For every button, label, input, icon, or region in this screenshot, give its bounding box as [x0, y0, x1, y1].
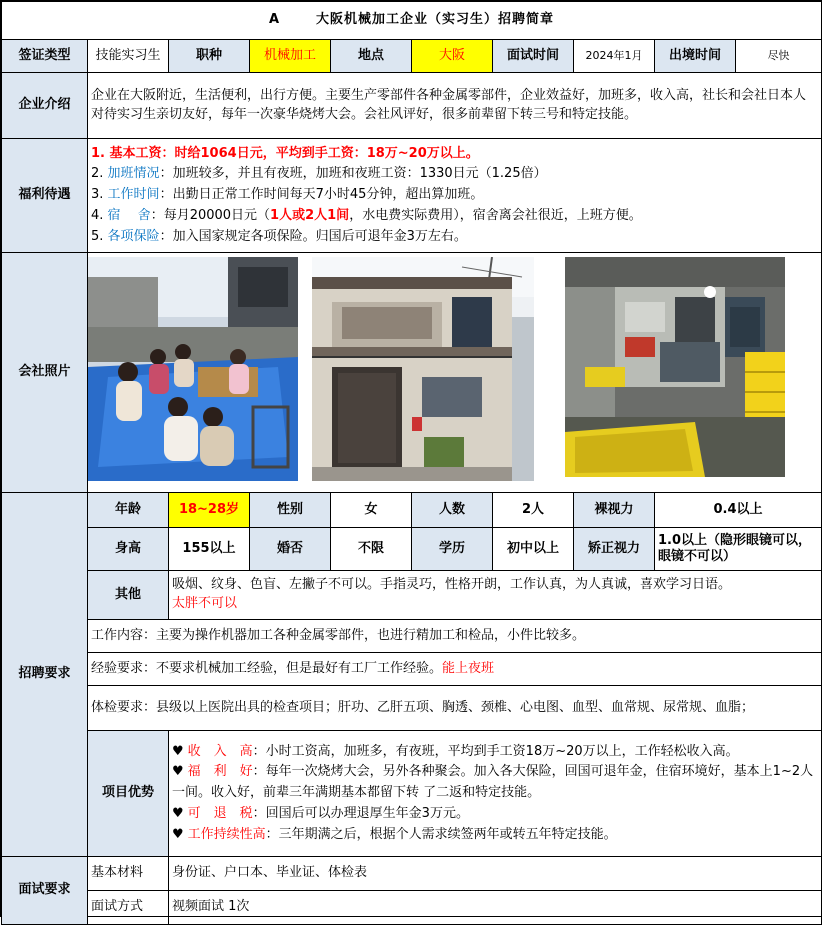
advantage-key: 福 利 好 — [187, 764, 253, 780]
company-photos-label: 会社照片 — [2, 253, 88, 493]
vision-label: 裸视力 — [574, 493, 655, 528]
work-content: 工作内容：主要为操作机器加工各种金属零部件，也进行精加工和检品，小件比较多。 — [88, 620, 822, 653]
method-value: 视频面试 1次 — [169, 891, 822, 925]
title-prefix: A — [268, 12, 281, 28]
welfare-key: 各项保险 — [107, 228, 160, 244]
advantage-welfare — [172, 762, 818, 804]
advantage-text: ：回国后可以办理退厚生年金3万元。 — [252, 805, 469, 821]
other-requirements — [169, 571, 822, 620]
welfare-label: 福利待遇 — [2, 139, 88, 253]
welfare-item-dorm — [91, 206, 818, 227]
welfare-value: ：每月20000日元（ — [150, 207, 271, 223]
age-value: 18~28岁 — [169, 493, 250, 528]
heart-icon: ♥ — [172, 805, 184, 821]
welfare-value: ：加班较多，并且有夜班，加班和夜班工资：1330日元（1.25倍） — [159, 166, 547, 182]
other-text: 吸烟、纹身、色盲、左撇子不可以。手指灵巧，性格开朗，工作认真，为人真诚，喜欢学习日语。 — [172, 577, 732, 593]
advantage-key: 工作持续性高 — [187, 826, 266, 842]
headcount-value: 2人 — [493, 493, 574, 528]
advantages-label: 项目优势 — [88, 731, 169, 857]
welfare-key: 宿 舍 — [107, 207, 151, 223]
vision-value: 0.4以上 — [655, 493, 822, 528]
night-shift-note: 能上夜班 — [442, 660, 495, 676]
marriage-value: 不限 — [331, 528, 412, 571]
education-label: 学历 — [412, 528, 493, 571]
interview-label: 面试要求 — [2, 857, 88, 925]
height-label: 身高 — [88, 528, 169, 571]
experience-requirement — [88, 653, 822, 686]
job-type-value: 机械加工 — [250, 40, 331, 73]
method-label: 面试方式 — [88, 891, 169, 925]
materials-label: 基本材料 — [88, 857, 169, 891]
visa-type-label: 签证类型 — [2, 40, 88, 73]
welfare-key: 加班情况 — [107, 166, 160, 182]
location-value: 大阪 — [412, 40, 493, 73]
recruit-label: 招聘要求 — [2, 493, 88, 857]
advantage-text: ：三年期满之后，根据个人需求续签两年或转五年特定技能。 — [265, 826, 617, 842]
corrected-vision-value: 1.0以上（隐形眼镜可以，眼镜不可以） — [655, 528, 822, 571]
departure-time-value: 尽快 — [736, 40, 822, 73]
marriage-label: 婚否 — [250, 528, 331, 571]
materials-value: 身份证、户口本、毕业证、体检表 — [169, 857, 822, 891]
location-label: 地点 — [331, 40, 412, 73]
company-photos — [88, 253, 822, 493]
experience-text: 经验要求：不要求机械加工经验，但是最好有工厂工作经验。 — [91, 660, 443, 676]
welfare-value: ，水电费实际费用），宿舍离会社很近，上班方便。 — [349, 207, 642, 223]
gender-value: 女 — [331, 493, 412, 528]
advantage-continuity — [172, 825, 818, 846]
factory-machine-photo — [565, 257, 785, 477]
heart-icon: ♥ — [172, 764, 184, 780]
advantage-key: 收 入 高 — [187, 743, 253, 759]
company-intro-text: 企业在大阪附近，生活便利，出行方便。主要生产零部件各种金属零部件，企业效益好，加班多，收入高，社长和会社日本人对待实习生亲切友好，每年一次豪华烧烤大会。会社风评好，很多前辈留下转三号和特定技能。 — [88, 73, 822, 139]
welfare-item-overtime — [91, 164, 818, 185]
company-intro-label: 企业介绍 — [2, 73, 88, 139]
medical-requirement: 体检要求：县级以上医院出具的检查项目；肝功、乙肝五项、胸透、颈椎、心电图、血型、血常规、尿常规、血脂； — [88, 686, 822, 731]
welfare-item-hours — [91, 185, 818, 206]
bbq-party-photo — [88, 257, 298, 481]
advantage-tax — [172, 804, 818, 825]
interview-time-label: 面试时间 — [493, 40, 574, 73]
welfare-key: 工作时间 — [107, 187, 160, 203]
interview-time-value: 2024年1月 — [574, 40, 655, 73]
heart-icon: ♥ — [172, 743, 184, 759]
welfare-item-insurance — [91, 227, 818, 248]
page-title — [2, 2, 822, 40]
education-value: 初中以上 — [493, 528, 574, 571]
visa-type-value: 技能实习生 — [88, 40, 169, 73]
height-value: 155以上 — [169, 528, 250, 571]
item-num: 2. — [91, 166, 104, 182]
advantage-text: ：小时工资高，加班多，有夜班，平均到手工资18万~20万以上，工作轻松收入高。 — [252, 743, 739, 759]
gender-label: 性别 — [250, 493, 331, 528]
item-num: 3. — [91, 187, 104, 203]
age-label: 年龄 — [88, 493, 169, 528]
job-type-label: 职种 — [169, 40, 250, 73]
welfare-content — [88, 139, 822, 253]
advantage-income — [172, 742, 818, 763]
advantages-content — [169, 731, 822, 857]
welfare-value: ：出勤日正常工作时间每天7小时45分钟，超出算加班。 — [159, 187, 484, 203]
dorm-room-highlight: 1人或2人1间 — [270, 207, 350, 223]
heart-icon: ♥ — [172, 826, 184, 842]
advantage-text: ：每年一次烧烤大会，另外各种聚会。加入各大保险，回国可退年金，住宿环境好，基本上1~2人一间。收入好，前辈三年满期基本都留下转 了二返和特定技能。 — [172, 764, 814, 801]
dormitory-building-photo — [312, 257, 534, 481]
advantage-key: 可 退 税 — [187, 805, 253, 821]
recruitment-table — [1, 1, 822, 925]
item-num: 5. — [91, 228, 104, 244]
corrected-vision-label: 矫正视力 — [574, 528, 655, 571]
item-num: 4. — [91, 207, 104, 223]
other-red-note: 太胖不可以 — [172, 596, 238, 611]
headcount-label: 人数 — [412, 493, 493, 528]
departure-time-label: 出境时间 — [655, 40, 736, 73]
welfare-item-salary: 1. 基本工资：时给1064日元，平均到手工资：18万~20万以上。 — [91, 145, 479, 161]
welfare-value: ：加入国家规定各项保险。归国后可退年金3万左右。 — [159, 228, 467, 244]
other-label: 其他 — [88, 571, 169, 620]
title-text: 大阪机械加工企业（实习生）招聘简章 — [316, 12, 555, 28]
